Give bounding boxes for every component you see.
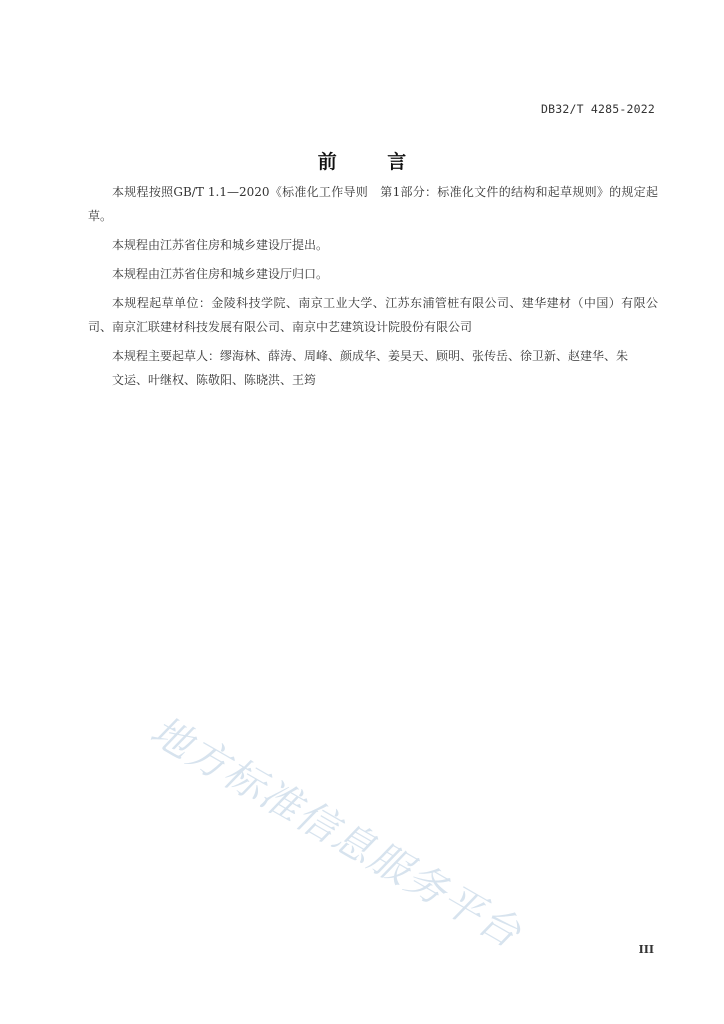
watermark: 地方标准信息服务平台 [142,707,530,958]
paragraph-drafters-line2: 文运、叶继权、陈敬阳、陈晓洪、王筠 [112,373,317,387]
paragraph-administrator: 本规程由江苏省住房和城乡建设厅归口。 [112,267,329,281]
paragraph-drafting-rules: 本规程按照GB/T 1.1—2020《标准化工作导则 第1部分：标准化文件的结构和起草规则》的规定起草。 [88,185,658,223]
page-number: III [638,943,654,956]
document-body [88,180,658,397]
page-title: 前 言 [317,151,429,173]
paragraph-drafting-units: 本规程起草单位：金陵科技学院、南京工业大学、江苏东浦管桩有限公司、建华建材（中国）有限公司、南京汇联建材科技发展有限公司、南京中艺建筑设计院股份有限公司 [88,296,658,334]
paragraph-drafters-line1: 本规程主要起草人：缪海林、薛涛、周峰、颜成华、姜昊天、顾明、张传岳、徐卫新、赵建华、朱 [112,349,629,363]
paragraph-proposer: 本规程由江苏省住房和城乡建设厅提出。 [112,238,329,252]
standard-number: DB32/T 4285-2022 [541,102,655,116]
